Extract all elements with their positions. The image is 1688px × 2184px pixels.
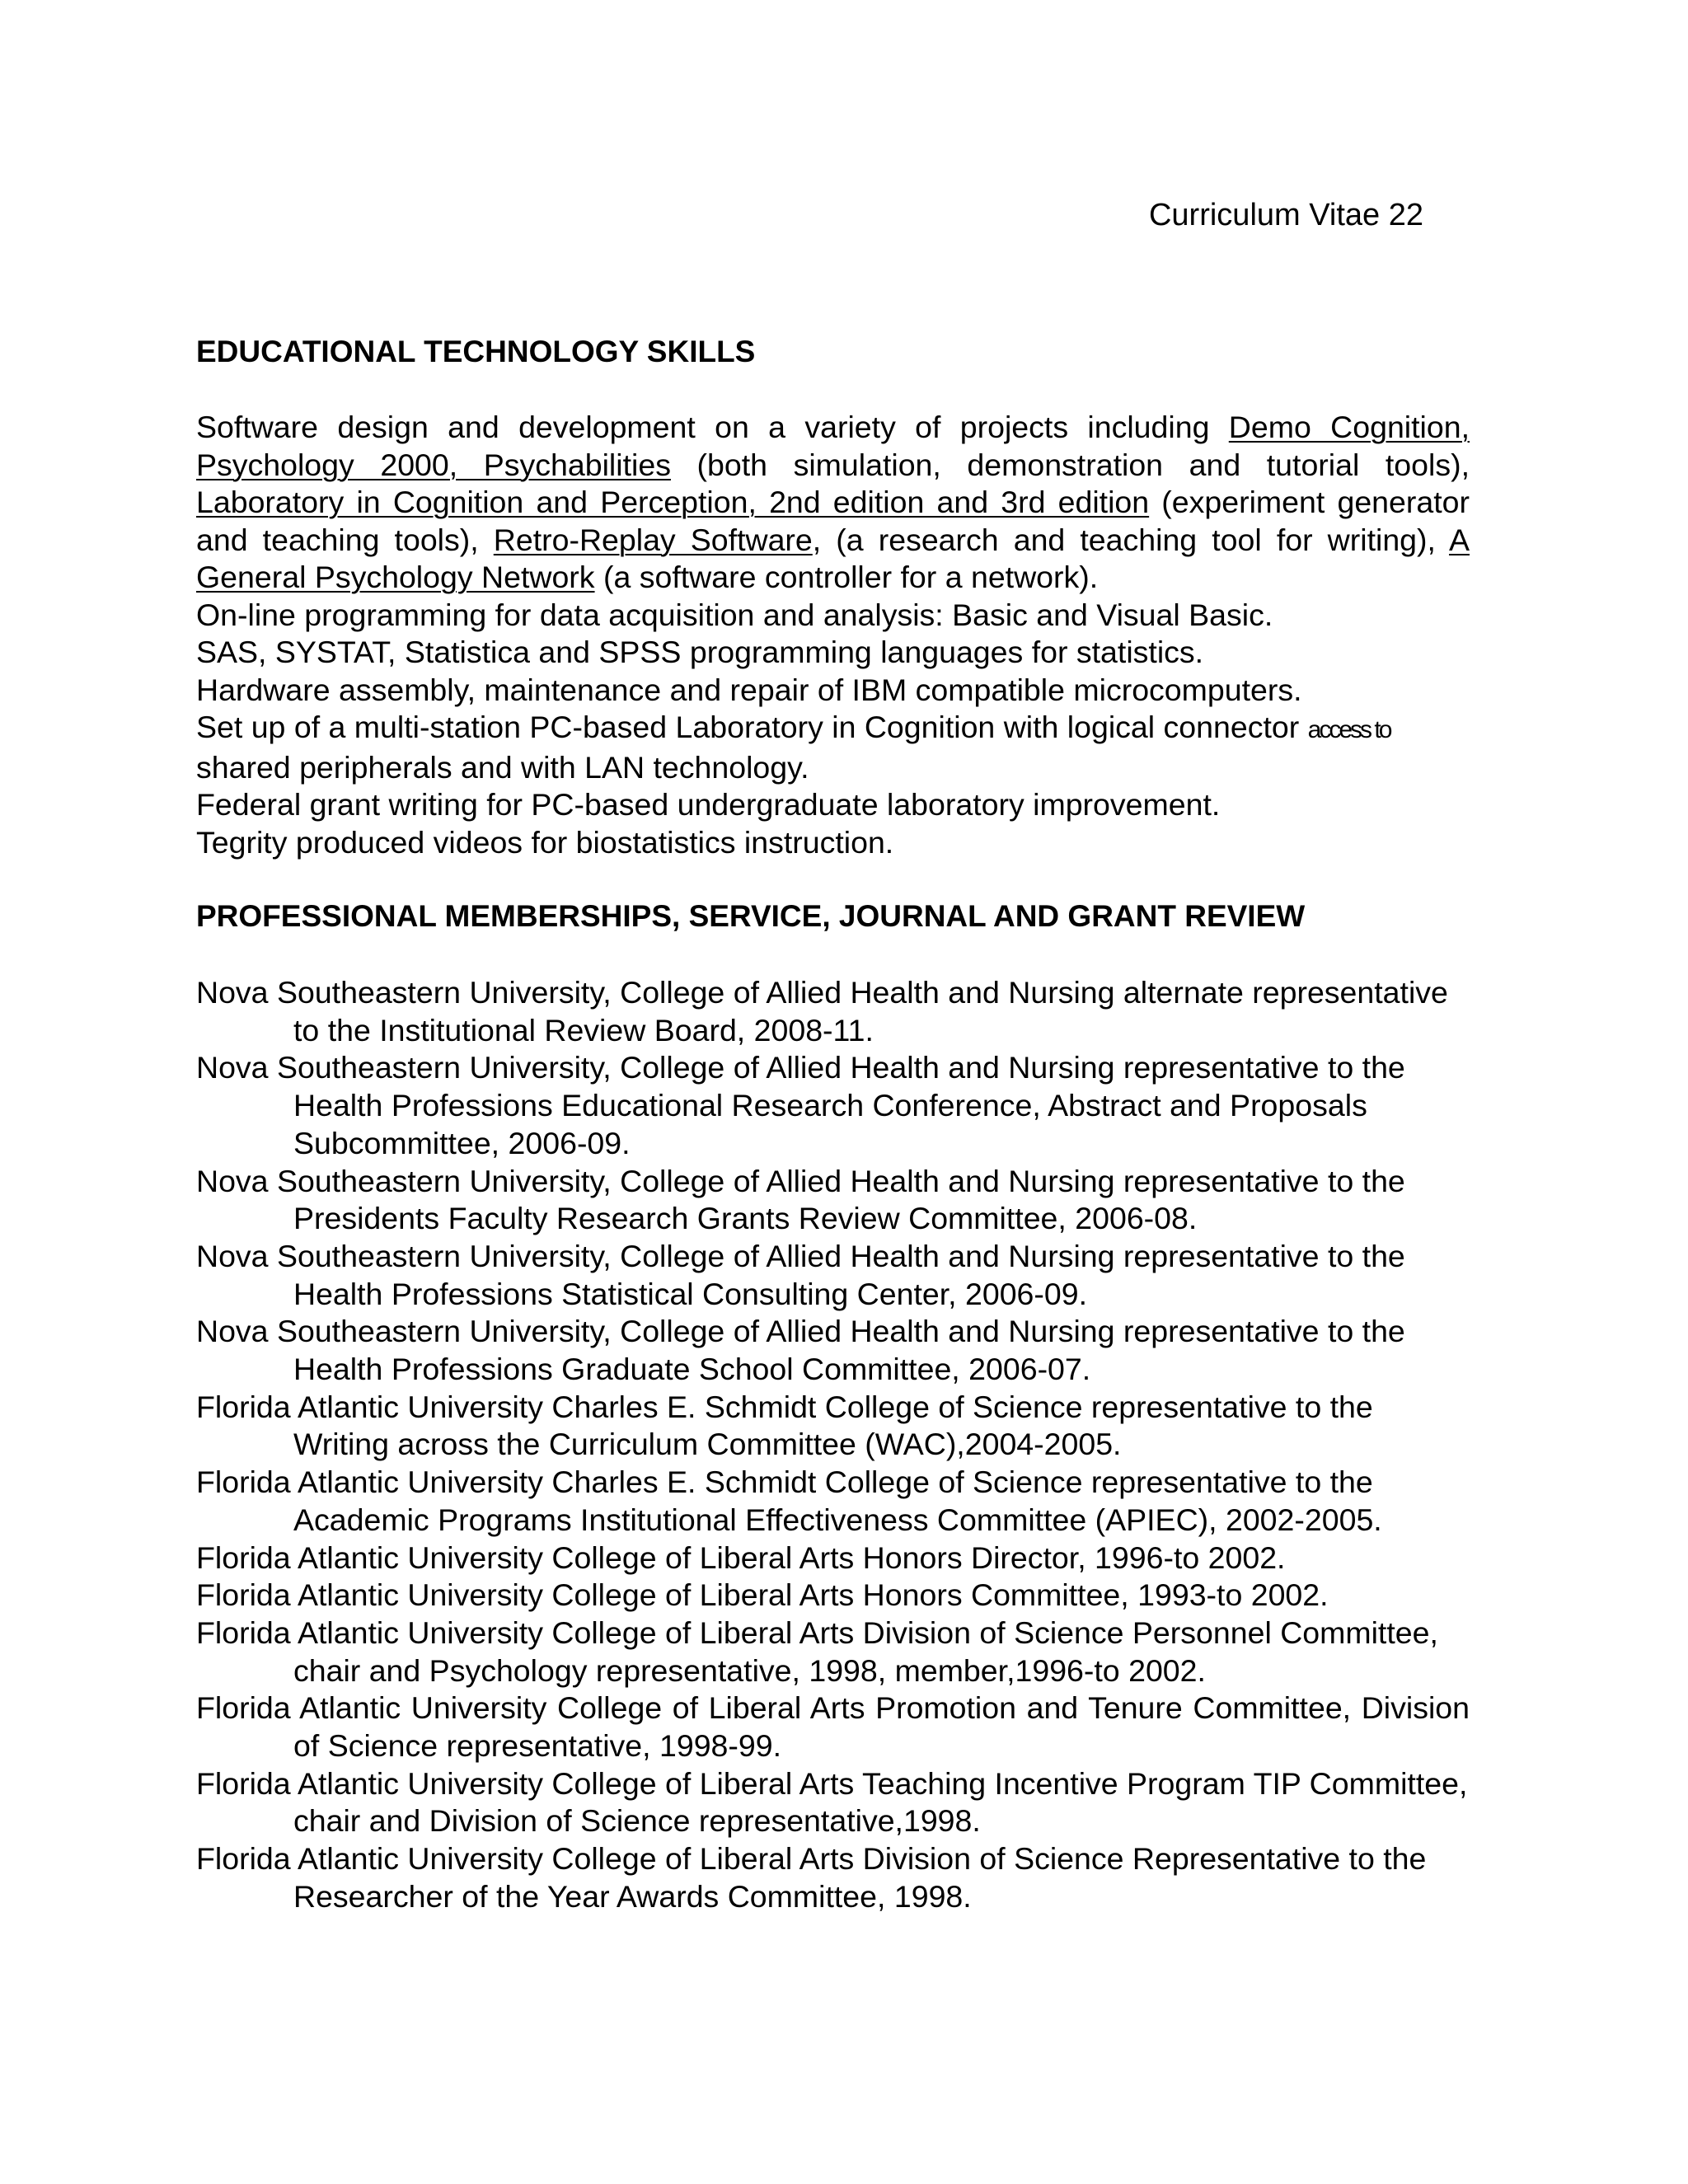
skills-block: [196, 409, 1470, 861]
skills-text: (experiment generator and teaching tools),: [196, 485, 1470, 557]
skill-line: SAS, SYSTAT, Statistica and SPSS programming languages for statistics.: [196, 635, 1204, 669]
skills-paragraph: [196, 409, 1470, 597]
link-general-psychology-network[interactable]: A General Psychology Network: [196, 522, 1470, 594]
skills-text: (both simulation, demonstration and tutorial tools),: [670, 447, 1470, 482]
skill-line-condensed-text: access to: [1307, 716, 1390, 743]
membership-entry: Nova Southeastern University, College of Allied Health and Nursing representative to the Health Professions Graduate School Committee, 2006-07.: [196, 1314, 1405, 1387]
membership-entry: Florida Atlantic University College of Liberal Arts Promotion and Tenure Committee, Division of Science representative, 1998-99.: [196, 1690, 1470, 1764]
link-retro-replay-software[interactable]: Retro-Replay Software: [493, 522, 813, 557]
membership-entry: Florida Atlantic University Charles E. Schmidt College of Science representative to the Academic Programs Institutional Effectiveness Committee (APIEC), 2002-2005.: [196, 1465, 1382, 1537]
membership-entry: Nova Southeastern University, College of Allied Health and Nursing representative to the Health Professions Statistical Consulting Center, 2006-09.: [196, 1238, 1405, 1311]
membership-entry: Florida Atlantic University College of Liberal Arts Honors Committee, 1993-to 2002.: [196, 1577, 1329, 1613]
skills-text: , (a research and teaching tool for writing),: [812, 522, 1449, 557]
skill-line: On-line programming for data acquisition and analysis: Basic and Visual Basic.: [196, 597, 1273, 632]
skills-text: (a software controller for a network).: [594, 560, 1099, 594]
link-demo-cognition[interactable]: Demo Cognition, Psychology 2000, Psychabilities: [196, 410, 1470, 482]
membership-entry: Nova Southeastern University, College of Allied Health and Nursing representative to the Health Professions Educational Research Conference, Abstract and Proposals Subcommittee, 2006-09.: [196, 1050, 1405, 1160]
membership-entry: Florida Atlantic University College of Liberal Arts Division of Science Personnel Committee, chair and Psychology representative, 1998, member,1996-to 2002.: [196, 1615, 1438, 1688]
skill-line-text: Set up of a multi-station PC-based Laboratory in Cognition with logical connector: [196, 710, 1308, 744]
membership-entry: Nova Southeastern University, College of Allied Health and Nursing alternate representative to the Institutional Review Board, 2008-11.: [196, 975, 1448, 1047]
skills-text: Software design and development on a variety of projects including: [196, 410, 1229, 444]
skill-line: shared peripherals and with LAN technology.: [196, 749, 809, 785]
page-header: Curriculum Vitae 22: [1148, 198, 1423, 232]
section-heading-educational-technology: EDUCATIONAL TECHNOLOGY SKILLS: [196, 335, 756, 368]
skill-line: Tegrity produced videos for biostatistics instruction.: [196, 824, 894, 860]
section-heading-memberships: PROFESSIONAL MEMBERSHIPS, SERVICE, JOURNAL AND GRANT REVIEW: [196, 899, 1306, 933]
membership-entry: Florida Atlantic University College of Liberal Arts Honors Director, 1996-to 2002.: [196, 1540, 1286, 1575]
link-laboratory-in-cognition[interactable]: Laboratory in Cognition and Perception, 2nd edition and 3rd edition: [196, 485, 1150, 519]
membership-entry: Florida Atlantic University College of Liberal Arts Division of Science Representative to the Researcher of the Year Awards Committee, 1998.: [196, 1841, 1427, 1914]
membership-entry: Nova Southeastern University, College of Allied Health and Nursing representative to the Presidents Faculty Research Grants Review Committee, 2006-08.: [196, 1163, 1405, 1236]
membership-entry: Florida Atlantic University Charles E. Schmidt College of Science representative to the Writing across the Curriculum Committee (WAC),2004-2005.: [196, 1389, 1373, 1462]
skill-line: Federal grant writing for PC-based undergraduate laboratory improvement.: [196, 787, 1221, 822]
membership-entry: Florida Atlantic University College of Liberal Arts Teaching Incentive Program TIP Committee, chair and Division of Science representative,1998.: [196, 1765, 1468, 1839]
memberships-list: [196, 974, 1470, 1916]
skill-line-setup: [196, 709, 1470, 749]
skill-line: Hardware assembly, maintenance and repair of IBM compatible microcomputers.: [196, 672, 1302, 707]
